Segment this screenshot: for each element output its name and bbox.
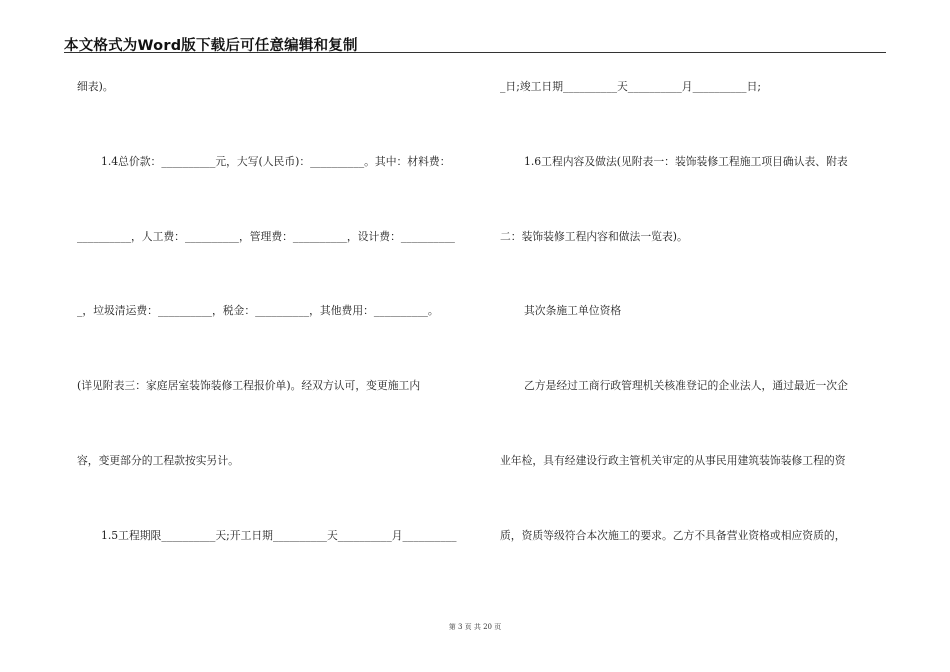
right-column: [475, 0, 950, 672]
right-line-6: 业年检，具有经建设行政主管机关审定的从事民用建筑装饰装修工程的资: [500, 454, 846, 467]
left-line-5: (详见附表三：家庭居室装饰装修工程报价单)。经双方认可，变更施工内: [77, 379, 421, 392]
page-footer: 第 3 页 共 20 页: [448, 623, 502, 631]
right-line-5: 乙方是经过工商行政管理机关核准登记的企业法人，通过最近一次企: [524, 379, 848, 392]
left-line-1: 细表)。: [77, 80, 114, 93]
left-line-3: __________，人工费：__________，管理费：__________，设计费：__________: [77, 230, 455, 243]
left-line-7: 1.5工程期限__________天;开工日期__________天__________月__________: [101, 529, 457, 542]
header-title: 本文格式为Word版下载后可任意编辑和复制: [64, 38, 358, 54]
left-line-4: _，垃圾清运费：__________，税金：__________，其他费用：__________。: [77, 304, 439, 317]
right-line-2: 1.6工程内容及做法(见附表一：装饰装修工程施工项目确认表、附表: [524, 155, 848, 168]
section-heading: 其次条施工单位资格: [524, 304, 622, 317]
right-line-3: 二：装饰装修工程内容和做法一览表)。: [500, 230, 688, 243]
right-line-7: 质，资质等级符合本次施工的要求。乙方不具备营业资格或相应资质的，: [500, 529, 846, 542]
right-line-1: _日;竣工日期__________天__________月__________日;: [500, 80, 762, 93]
left-line-2: 1.4总价款：__________元，大写(人民币)：__________。其中：材料费：: [101, 155, 451, 168]
left-line-6: 容，变更部分的工程款按实另计。: [77, 454, 239, 467]
